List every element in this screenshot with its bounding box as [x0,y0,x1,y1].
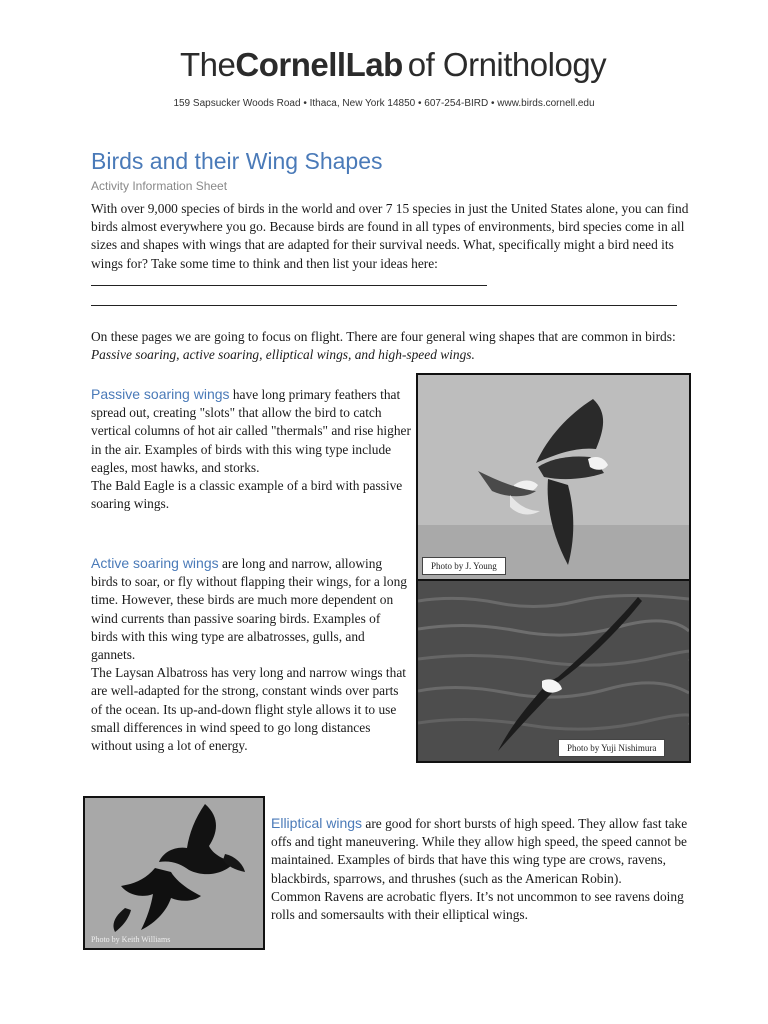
cornell-lab-logo [180,36,607,84]
logo-the: The [180,46,236,83]
intro-text: With over 9,000 species of birds in the world and over 7 15 species in just the United States alone, you can find birds almost everywhere you go. Because birds are found in all types of environments, bird species come in all sizes and shapes with wings that are adapted for their survival needs. What, specifically might a bird need its wings for? Take some time to think and then list your ideas here: [91,201,689,271]
page-subtitle: Activity Information Sheet [91,179,228,193]
logo-rest: of Ornithology [407,46,607,83]
raven-photo-credit: Photo by Keith Williams [91,935,171,944]
passive-soaring-example: The Bald Eagle is a classic example of a bird with passive soaring wings. [91,478,403,512]
passive-soaring-paragraph [91,385,411,513]
logo-cornell: Cornell [235,46,346,83]
active-soaring-heading: Active soaring wings [91,555,219,571]
bald-eagle-photo [416,373,691,581]
raven-photo [83,796,265,950]
active-soaring-text: are long and narrow, allowing birds to soar, or fly without flapping their wings, for a long time. However, these birds are much more dependent on wind currents than passive soaring birds. Examples of birds with this wing type are albatrosses, gulls, and gannets. [91,556,407,663]
address-line: 159 Sapsucker Woods Road • Ithaca, New York 14850 • 607-254-BIRD • www.birds.cornell.edu [173,98,595,109]
elliptical-example: Common Ravens are acrobatic flyers. It’s not uncommon to see ravens doing rolls and somersaults with their elliptical wings. [271,888,684,923]
eagle-photo-credit: Photo by J. Young [422,557,506,575]
intro-paragraph [91,200,691,291]
albatross-photo [416,579,691,763]
focus-list: Passive soaring, active soaring, elliptical wings, and high-speed wings. [91,347,475,363]
ravens-illustration [85,798,263,948]
passive-soaring-text: have long primary feathers that spread out, creating "slots" that allow the bird to catch vertical columns of hot air called "thermals" and rise higher in the air. Examples of birds with this wing type include eagles, most hawks, and storks. [91,387,411,475]
page-title: Birds and their Wing Shapes [91,148,383,174]
passive-soaring-heading: Passive soaring wings [91,386,230,402]
active-soaring-paragraph [91,554,409,755]
focus-lead: On these pages we are going to focus on flight. There are four general wing shapes that are common in birds: [91,329,676,344]
answer-line-1 [91,273,487,286]
elliptical-heading: Elliptical wings [271,815,363,831]
focus-paragraph [91,328,691,364]
elliptical-paragraph [271,814,696,924]
active-soaring-example: The Laysan Albatross has very long and narrow wings that are well-adapted for the strong, constant winds over parts of the ocean. Its up-and-down flight style allows it to use small differences in wind speed to go long distances without using a lot of energy. [91,665,406,754]
bald-eagle-illustration [418,375,689,579]
answer-line-2 [91,305,677,306]
albatross-illustration [418,581,689,761]
albatross-photo-credit: Photo by Yuji Nishimura [558,739,665,757]
logo-lab: Lab [345,46,403,83]
elliptical-text: are good for short bursts of high speed. They allow fast take offs and tight maneuvering. While they allow high speed, the speed cannot be maintained. Examples of birds that have this wing type are crows, ravens, blackbirds, sparrows, and thrushes (such as the American Robin). [271,816,688,886]
